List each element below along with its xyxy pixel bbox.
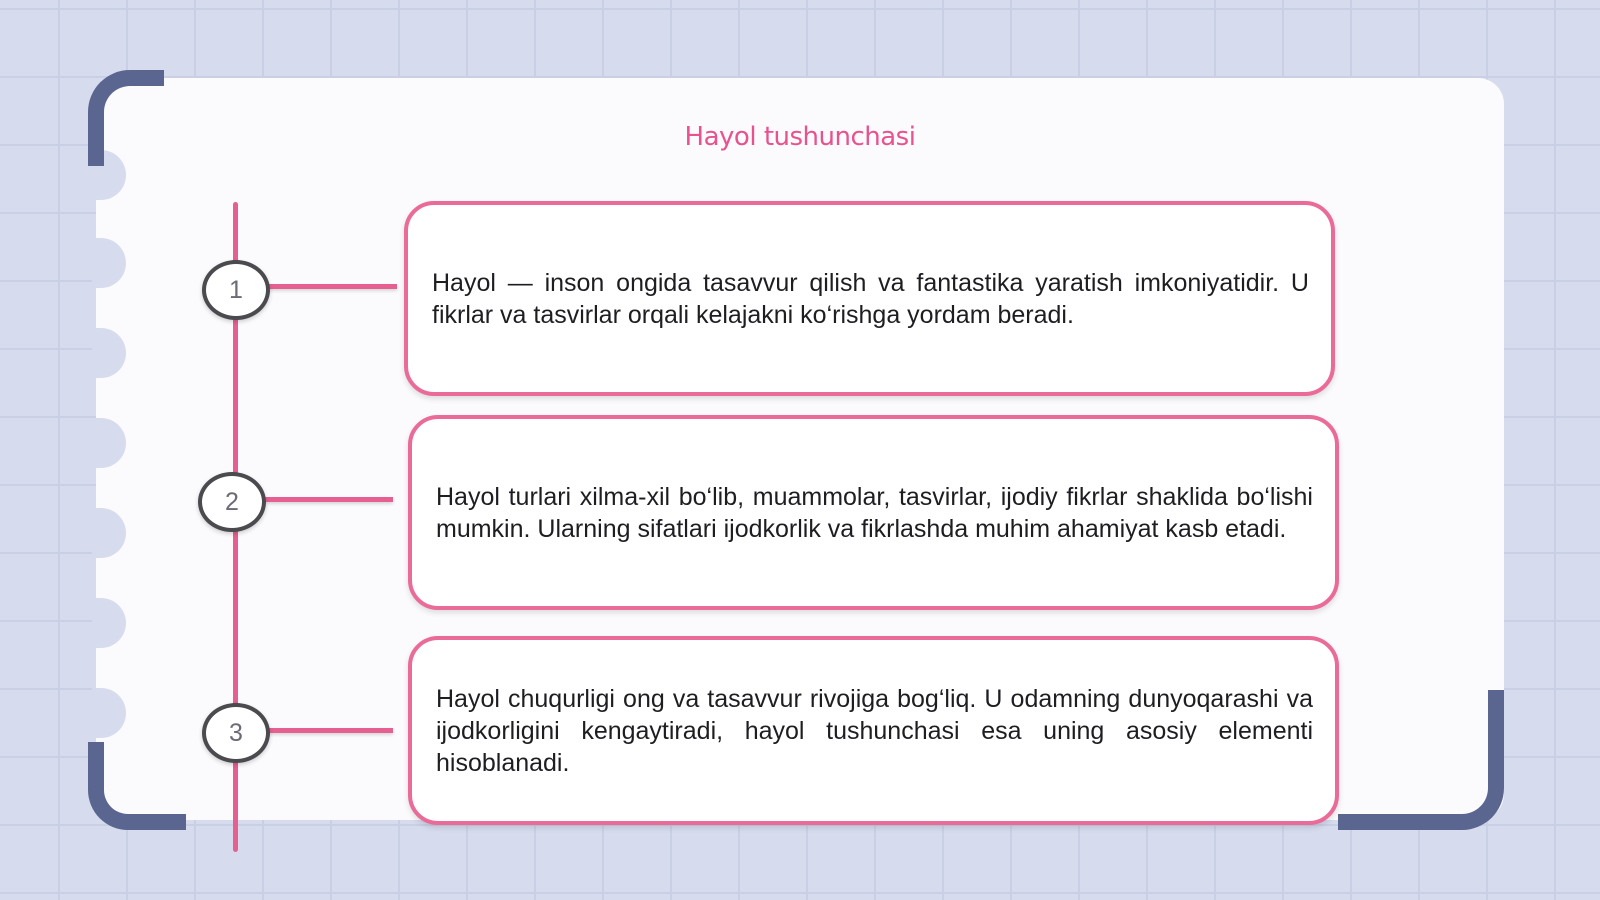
info-card-2 — [408, 415, 1339, 610]
connector-2 — [258, 497, 393, 502]
slide-title: Hayol tushunchasi — [684, 122, 916, 152]
step-number-2: 2 — [198, 472, 266, 532]
corner-bracket-top-left — [88, 70, 164, 166]
info-card-3 — [408, 636, 1339, 825]
step-number-1: 1 — [202, 260, 270, 320]
corner-bracket-bottom-left — [88, 742, 186, 830]
connector-1 — [262, 284, 397, 289]
info-card-1 — [404, 201, 1335, 396]
info-card-text: Hayol chuqurligi ong va tasavvur rivojiga bog‘liq. U odamning dunyoqarashi va ijodkorligini kengaytiradi, hayol tushunchasi esa uning asosiy elementi hisoblanadi. — [436, 684, 1313, 777]
corner-bracket-bottom-right — [1338, 690, 1504, 830]
connector-3 — [262, 728, 393, 733]
step-number-3: 3 — [202, 703, 270, 763]
info-card-text: Hayol turlari xilma-xil bo‘lib, muammolar, tasvirlar, ijodiy fikrlar shaklida bo‘lishi mumkin. Ularning sifatlari ijodkorlik va fikrlashda muhim ahamiyat kasb etadi. — [436, 482, 1313, 543]
info-card-text: Hayol — inson ongida tasavvur qilish va fantastika yaratish imkoniyatidir. U fikrlar va tasvirlar orqali kelajakni ko‘rishga yordam beradi. — [432, 268, 1309, 329]
